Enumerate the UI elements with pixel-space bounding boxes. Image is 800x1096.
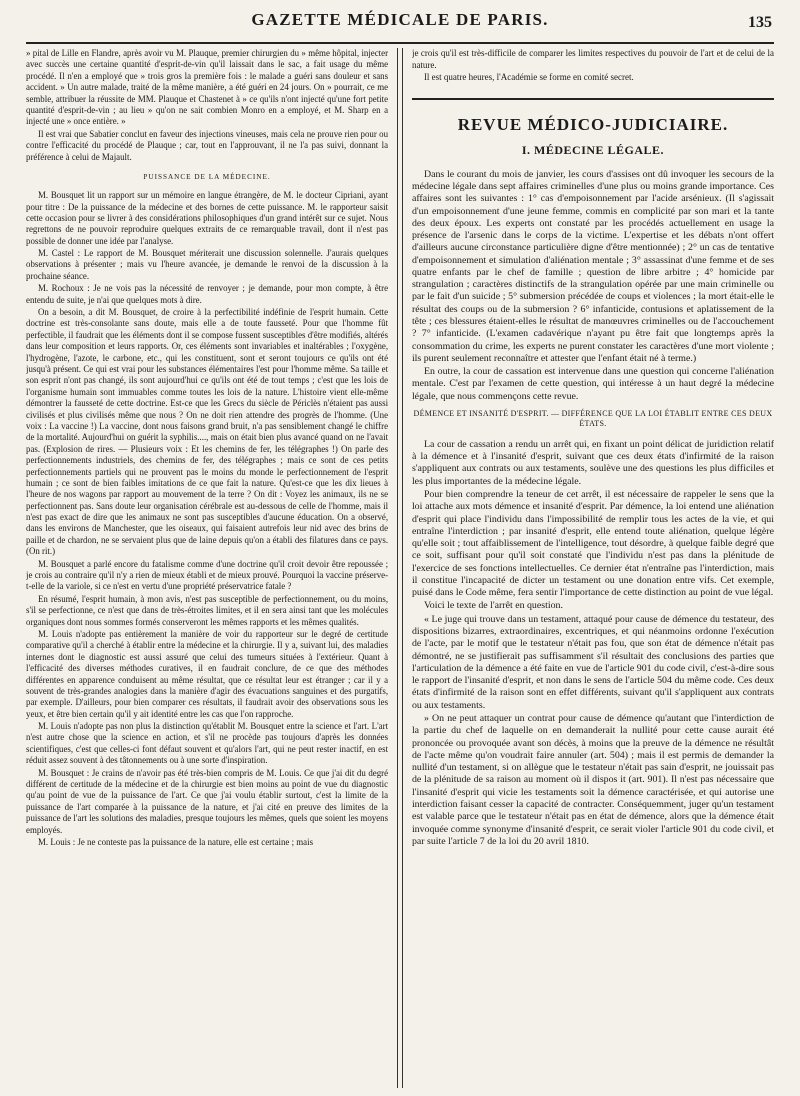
paragraph: M. Castel : Le rapport de M. Bousquet mériterait une discussion solennelle. J'aurais quelques observations à présenter ; mais vu l'heure avancée, je demande le renvoi de la discussion à la prochaine séance. (26, 248, 389, 281)
paragraph: Dans le courant du mois de janvier, les cours d'assises ont dû invoquer les secours de la médecine légale dans sept affaires criminelles d'une plus ou moins grande importance. Ces affaires sont les suivantes : 1° cas d'empoisonnement par l'acide arsénieux. (Il s'agissait d'un empoisonnement d'une jeune femme, commis en complicité par son mari et la tante des deux époux. Les experts ont constaté par les procédés actuellement en usage la présence de l'arsenic dans le corps de la victime. L'expertise et les débats n'ont offert d'ailleurs aucune circonstance particulière digne d'être mentionnée) ; 2° un cas de tentative d'empoisonnement et simulation d'aliénation mentale ; 3° assassinat d'une femme et de ses quatre enfants par le chef de famille ; question de libre arbitre ; 4° homicide par strangulation ; caractères distinctifs de la strangulation opérée par une main criminelle ou par le fait d'un suicide ; 5° submersion précédée de coups et violences ; la mort était-elle le résultat des coups ou de la submersion ? 6° infanticide, contusions et aplatissement de la tête ; ces blessures étaient-elles le résultat de manœuvres criminelles ou de l'accouchement ? 7° infanticide. (L'examen cadavérique n'ayant pu être fait que longtemps après la consommation du crime, les experts ne purent constater les caractères d'une mort violente ; ils purent seulement reconnaître et attester que l'enfant était né à terme.) (411, 168, 774, 364)
section-heading: PUISSANCE DE LA MÉDECINE. (143, 172, 271, 181)
paragraph: M. Bousquet lit un rapport sur un mémoire en langue étrangère, de M. le docteur Cipriani, ayant pour titre : De la puissance de la médecine et des bornes de cette puissance. M. le rapporteur saisit cette occasion pour se livrer à des considérations philosophiques d'un grand intérêt sur ce sujet. Nous regrettons de ne pouvoir reproduire quelques extraits de ce remarquable travail, dont il n'est pas possible de donner une idée par l'analyse. (26, 190, 389, 246)
divider-rule (412, 98, 774, 100)
paragraph: M. Bousquet : Je crains de n'avoir pas été très-bien compris de M. Louis. Ce que j'ai dit du degré différent de certitude de la médecine et de la chirurgie est bien moins au point de vue du diagnostic qu'au point de vue de la puissance de l'art. Ce que j'ai voulu établir surtout, c'est la limite de la puissance de l'art comparée à la puissance de la nature, et j'ai cité en preuve des limites de la puissance de l'art les solutions des maladies, presque toujours les mêmes, quels que soient les moyens employés. (26, 767, 389, 835)
page-number: 135 (748, 14, 772, 31)
paragraph: M. Louis n'adopte pas entièrement la manière de voir du rapporteur sur le degré de certitude comparative qu'il a cherché à établir entre la médecine et la chirurgie. Il y a, suivant lui, des maladies internes dont le diagnostic est aussi assuré que celui des tumeurs situées à l'extérieur. Quant à l'efficacité des diverses méthodes curatives, il en faudrait conclure, de ce que des méthodes différentes en apparence conduisent au même résultat, que ce résultat leur est étranger ; car il y a souvent de très-grandes analogies dans la manière d'agir des évacuations sanguines et des purgatifs, par exemple. D'ailleurs, pour bien comparer ces résultats, il faudrait avoir des observations sous les yeux, et être bien certain qu'il y ait identité entre les cas que l'on rapproche. (26, 628, 389, 719)
columns (26, 48, 774, 1088)
paragraph: En outre, la cour de cassation est intervenue dans une question qui concerne l'aliénation mentale. C'est par l'examen de cette question, qui intéresse à un haut degré la médecine légale, que nous commençons cette revue. (411, 366, 774, 402)
section-heading: DÉMENCE ET INSANITÉ D'ESPRIT. — DIFFÉRENCE QUE LA LOI ÉTABLIT ENTRE CES DEUX ÉTATS. (413, 409, 773, 428)
paragraph: M. Louis : Je ne conteste pas la puissance de la nature, elle est certaine ; mais (38, 837, 314, 847)
right-column (412, 48, 774, 1088)
paragraph: En résumé, l'esprit humain, à mon avis, n'est pas susceptible de perfectionnement, ou du moins, s'il se perfectionne, ce n'est que dans de très-étroites limites, et il en sera ainsi tant que les molécules organiques dont nous sommes formés conserveront les mêmes rapports et les mêmes qualités. (26, 593, 389, 627)
column-divider (397, 48, 403, 1088)
paragraph: M. Louis n'adopte pas non plus la distinction qu'établit M. Bousquet entre la science et l'art. L'art n'est autre chose que la science en action, et s'il ne procède pas toujours d'après les données scientifiques, c'est que celles-ci font défaut souvent et qu'alors l'art, qui ne peut rester inactif, en est réduit assez souvent à des tâtonnements ou à une sorte d'inspiration. (26, 721, 389, 766)
paragraph: Voici le texte de l'arrêt en question. (423, 600, 563, 612)
right-upper (412, 48, 774, 84)
paragraph: M. Bousquet a parlé encore du fatalisme comme d'une doctrine qu'il croit devoir être repoussée ; je crois au contraire qu'il n'y a rien de mieux établi et de mieux prouvé. Pourquoi la vaccine préserve-t-elle de la variole, si ce n'est en vertu d'une propriété préservatrice fatale ? (26, 558, 389, 592)
article-subtitle: I. MÉDECINE LÉGALE. (521, 143, 665, 158)
paragraph: Il est quatre heures, l'Académie se forme en comité secret. (423, 72, 634, 83)
left-column (26, 48, 388, 1088)
masthead (26, 10, 774, 44)
right-body (412, 169, 774, 848)
publication-title: GAZETTE MÉDICALE DE PARIS. (251, 10, 549, 29)
paragraph: je crois qu'il est très-difficile de comparer les limites respectives du pouvoir de l'art et de celui de la nature. (411, 48, 774, 70)
paragraph: M. Rochoux : Je ne vois pas la nécessité de renvoyer ; je demande, pour mon compte, à être entendu de suite, je n'ai que quelques mots à dire. (26, 283, 389, 305)
paragraph: On a besoin, a dit M. Bousquet, de croire à la perfectibilité indéfinie de l'esprit humain. Cette doctrine est très-consolante sans doute, mais elle a de toute fausseté. Pour que l'homme fût perfectible, il faudrait que les éléments dont il se compose fussent susceptibles d'être modifiés, altérés dans leur composition et leurs rapports. Or, ces éléments sont invariables et inaltérables ; l'oxygène, l'hydrogène, l'azote, le carbone, etc., qui les constituent, sont et seront toujours ce qu'ils ont été jusqu'à présent. Ce qui est vrai pour les substances élémentaires l'est pour l'homme même. Sa taille et son esprit n'ont pas changé, ils sont aujourd'hui ce qu'ils ont été de tout temps ; c'est que les lois de l'organisme humain sont immuables comme toutes les lois de la nature. L'histoire vient elle-même démontrer la fausseté de cette doctrine. Est-ce que les Grecs du siècle de Périclès n'étaient pas aussi civilisés et plus civilisés même que nous ? On ne doit rien attendre des progrès de l'homme. (Une voix : La vaccine !) La vaccine, dont nous faisons grand bruit, n'a pas sensiblement changé le chiffre de la mortalité. Aujourd'hui on guérit la syphilis...., mais on était bien plus avancé quand on ne l'avait pas. (Explosion de rires. — Plusieurs voix : Et les chemins de fer, les télégraphes !) On parle des perfectionnements industriels, des chemins de fer, des télégraphes ; mais ce sont de ces petits perfectionnements partiels qui ne prouvent pas le moins du monde le perfectionnement de l'esprit humain ; ce sont de bien faibles imitations de ce que fait la nature. Qu'est-ce que les dix lieues à l'heure de nos wagons par rapport au mouvement de la terre ? On dit : Voyez les animaux, ils ne se perfectionnent pas. Sans doute leur organisation cérébrale est au-dessous de celle de l'homme, mais il n'est pas exact de dire que les animaux ne sont pas susceptibles d'aucune éducation. On a observé, dans les environs de Manchester, que les oiseaux, qui faisaient autrefois leur nid avec des brins de paille et de chardon, ne se servaient plus que de laine depuis qu'on a établi des filatures dans ce pays. (On rit.) (26, 307, 389, 557)
article-title: REVUE MÉDICO-JUDICIAIRE. (457, 114, 729, 134)
paragraph: » On ne peut attaquer un contrat pour cause de démence qu'autant que l'interdiction de la partie du chef de laquelle on en demanderait la nullité pour cette cause aurait été prononcée ou provoquée avant son décès, à moins que la preuve de la démence ne résultât de l'acte même qu'on voudrait faire annuler (art. 504) ; mais il est permis de demander la nullité d'un testament, si on allègue que le testateur n'était pas sain d'esprit, ne jouissait pas de la plénitude de sa raison au moment où il dispos it (art. 901). Il n'est pas nécessaire que l'insanité d'esprit qui vicie les testaments soit la démence caractérisée, et qui autorise une interdiction faisant cesser la capacité de contracter. Conséquemment, juger qu'un testament est valable parce que le testateur n'était pas en état de démence, alors que la démence était invoquée comme synonyme d'insanité d'esprit, ce serait violer l'article 901 du code civil, et par suite l'article 7 de la loi du 20 avril 1810. (411, 713, 774, 847)
paragraph: La cour de cassation a rendu un arrêt qui, en fixant un point délicat de juridiction relatif à la démence et à l'insanité d'esprit, suivant que ces deux états d'infirmité de la raison s'appliquent aux contrats ou aux testaments, soulève une des questions les plus difficiles et les plus importantes de la médecine légale. (411, 438, 774, 487)
paragraph: Il est vrai que Sabatier conclut en faveur des injections vineuses, mais cela ne prouve rien pour ou contre l'efficacité du procédé de Plauque ; car, tout en l'approuvant, il ne l'a pas suivi, donnant la préférence à celui de Majault. (26, 128, 389, 162)
paragraph: » pital de Lille en Flandre, après avoir vu M. Plauque, premier chirurgien du » même hôpital, injecter avec succès une certaine quantité d'esprit-de-vin qu'il laissait dans le sac, a fait usage du même procédé. Il n'en a employé que » trois gros la première fois : le malade a guéri sans douleur et sans accident. » Un autre malade, traité de la même manière, a été guéri en 24 jours. On » pourrait, ce me semble, attribuer la réussite de MM. Plauque et Chastenet à » ce qu'ils n'ont injecté qu'une fort petite quantité d'esprit-de-vin ; au lieu » qu'on ne sait combien Monro en a employé, et M. Sharp en a injecté une » once entière. » (26, 48, 389, 127)
paragraph: « Le juge qui trouve dans un testament, attaqué pour cause de démence du testateur, des dispositions bizarres, extraordinaires, excentriques, et qui néanmoins ordonne l'exécution de l'acte, par le motif que le testateur n'était pas fou, que son état de démence n'était pas démontré, ne se justifierait pas suffisamment s'il résultait des conclusions des parties que l'articulation de la démence a été faite en vue de l'article 901 du code civil, c'est-à-dire sous le rapport de l'insanité d'esprit, et non dans le sens de l'article 504 du même code. Ces deux états d'infirmité de la raison sont en effet différents, suivant qu'il s'appliquent aux contrats ou aux testaments. (411, 613, 774, 711)
paragraph: Pour bien comprendre la teneur de cet arrêt, il est nécessaire de rappeler le sens que la loi attache aux mots démence et insanité d'esprit. Par démence, la loi entend une aliénation d'esprit qui place l'individu dans l'impossibilité de remplir tous les actes de la vie, et qui entraîne l'interdiction ; par insanité d'esprit, elle entend toute aliénation, quelque légère qu'elle soit ; tout affaiblissement de l'intelligence, tout désordre, à quelque faible degré que ce soit, suffisant pour qu'il soit constaté que l'individu n'est pas dans la plénitude de l'exercice de ses fonctions intellectuelles. Ce dernier état n'entraîne pas l'interdiction, mais il constitue l'incapacité de dicter un testament ou une donation entre vifs. Cet exemple, puisé dans le Code même, fera sentir l'importance de cette distinction au point de vue légal. (411, 488, 774, 599)
